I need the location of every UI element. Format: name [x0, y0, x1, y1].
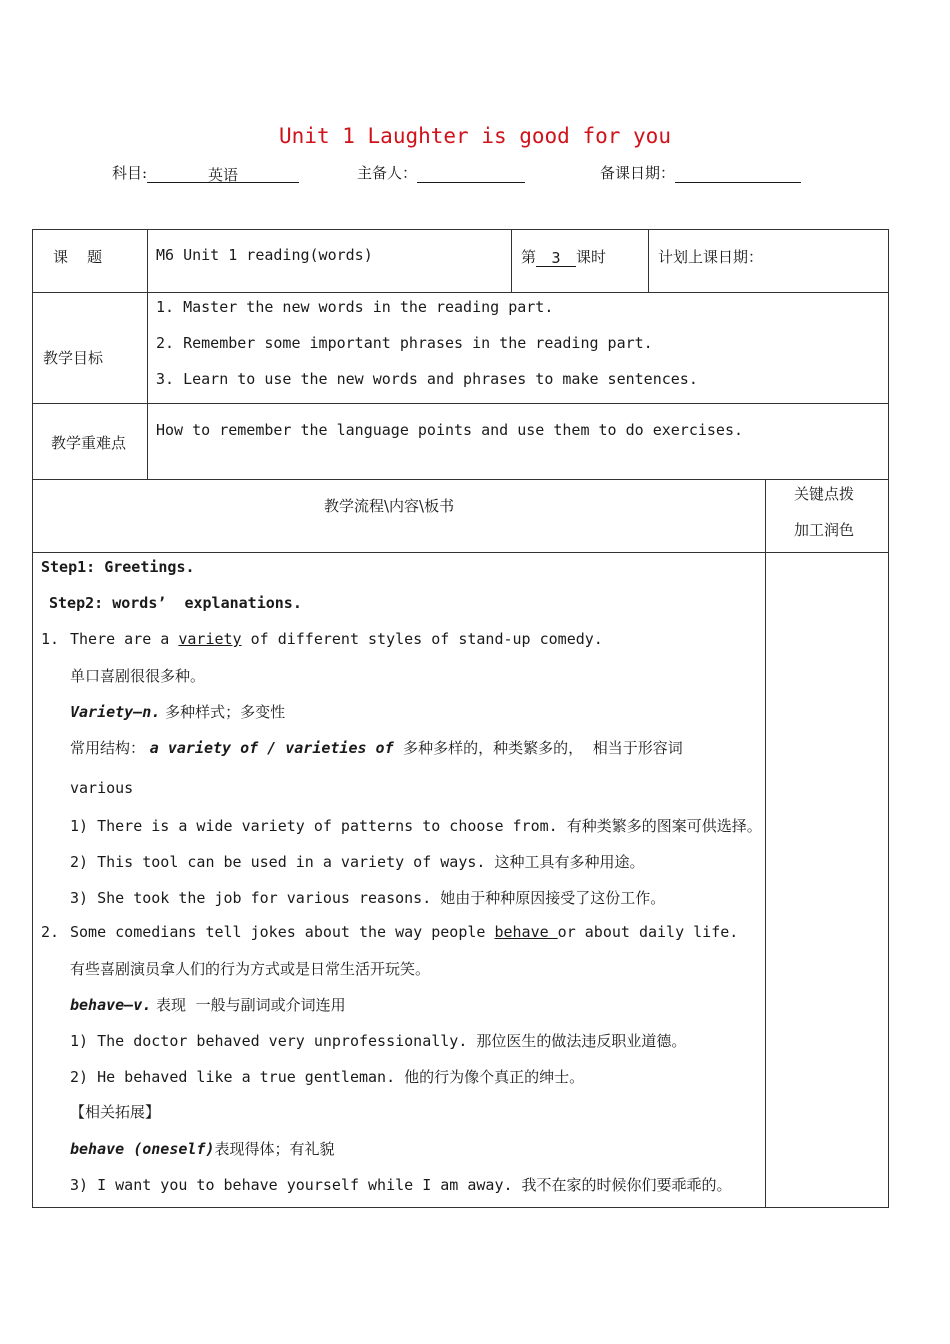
item-2-translation: 有些喜剧演员拿人们的行为方式或是日常生活开玩笑。: [70, 960, 431, 978]
structure-various: various: [70, 779, 134, 797]
period-suffix: 课时: [576, 248, 607, 266]
key-header-1: 关键点拨: [794, 485, 855, 503]
variety-word: Variety—n.: [70, 703, 161, 721]
example-2: 2) This tool can be used in a variety of ways. 这种工具有多种用途。: [70, 853, 645, 871]
subject-label: 科目:: [112, 164, 148, 182]
topic-label: 课 题: [53, 248, 103, 266]
variety-meaning: 多种样式；多变性: [160, 703, 286, 721]
goals-label: 教学目标: [43, 349, 104, 367]
structure-meaning: 多种多样的，种类繁多的， 相当于形容词: [393, 739, 683, 757]
example-3: 3) She took the job for various reasons. 她由于种种原因接受了这份工作。: [70, 889, 666, 907]
goal-1: 1. Master the new words in the reading part.: [156, 298, 554, 316]
behave-oneself-definition: [70, 1138, 335, 1159]
plan-date-label: 计划上课日期：: [658, 248, 764, 266]
item-2-number: 2.: [41, 923, 60, 941]
structure-phrase: a variety of / varieties of: [149, 739, 394, 757]
item-2-post: or about daily life.: [557, 923, 739, 941]
lesson-period: [521, 246, 606, 267]
item-1-number: 1.: [41, 630, 60, 648]
goal-3: 3. Learn to use the new words and phrases to make sentences.: [156, 370, 698, 388]
key-header-2: 加工润色: [794, 521, 855, 539]
process-header: 教学流程\内容\板书: [324, 497, 455, 515]
period-prefix: 第: [521, 248, 537, 266]
document-title: Unit 1 Laughter is good for you: [279, 124, 671, 148]
item-1-translation: 单口喜剧很很多种。: [70, 667, 206, 685]
subject-value: 英语: [147, 164, 299, 183]
example-6: 3) I want you to behave yourself while I am away. 我不在家的时候你们要乖乖的。: [70, 1176, 732, 1194]
example-4: 1) The doctor behaved very unprofessionally. 那位医生的做法违反职业道德。: [70, 1032, 687, 1050]
structure-label: 常用结构：: [70, 739, 150, 757]
preparer-field: [357, 162, 525, 183]
step-2: Step2: words’ explanations.: [49, 594, 302, 612]
related-expansion: 【相关拓展】: [70, 1103, 161, 1121]
example-1: 1) There is a wide variety of patterns to choose from. 有种类繁多的图案可供选择。: [70, 817, 762, 835]
topic-value: M6 Unit 1 reading(words): [156, 246, 373, 264]
structure-line: [70, 737, 683, 758]
preparer-label: 主备人：: [357, 164, 418, 182]
variety-definition: [70, 701, 285, 722]
item-2-pre: Some comedians tell jokes about the way people: [70, 923, 495, 941]
item-2-keyword: behave: [494, 923, 558, 941]
item-1-post: of different styles of stand-up comedy.: [241, 630, 603, 648]
item-1-keyword: variety: [178, 630, 242, 648]
prep-date-label: 备课日期：: [600, 164, 676, 182]
difficulty-label: 教学重难点: [51, 434, 127, 452]
behave-definition: [70, 994, 346, 1015]
behave-meaning: 表现 一般与副词或介词连用: [151, 996, 346, 1014]
subject-field: [112, 162, 299, 183]
period-number: 3: [536, 249, 576, 267]
difficulty-value: How to remember the language points and use them to do exercises.: [156, 421, 743, 439]
prep-date-field: [600, 162, 801, 183]
item-1-sentence: [70, 630, 603, 648]
step-1: Step1: Greetings.: [41, 558, 195, 576]
behave-oneself-meaning: 表现得体；有礼貌: [214, 1140, 335, 1158]
item-1-pre: There are a: [70, 630, 179, 648]
behave-oneself-phrase: behave (oneself): [70, 1140, 215, 1158]
behave-word: behave—v.: [70, 996, 152, 1014]
prep-date-value: [675, 164, 801, 183]
item-2-sentence: [70, 923, 738, 941]
goal-2: 2. Remember some important phrases in the reading part.: [156, 334, 653, 352]
example-5: 2) He behaved like a true gentleman. 他的行为像个真正的绅士。: [70, 1068, 585, 1086]
preparer-value: [417, 164, 525, 183]
